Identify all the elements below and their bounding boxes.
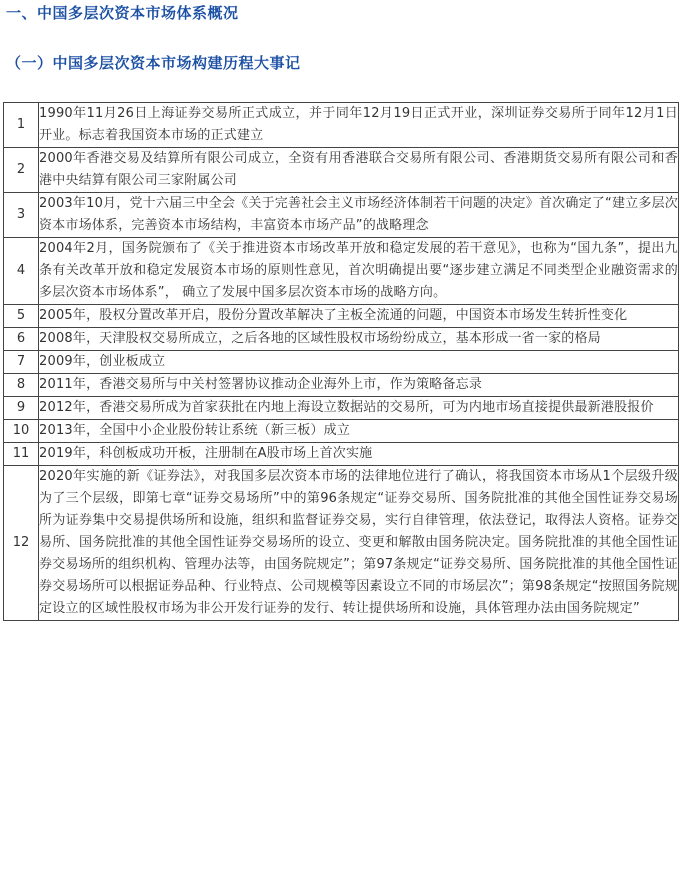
- row-number: 8: [4, 374, 39, 397]
- event-text: 2004年2月，国务院颁布了《关于推进资本市场改革开放和稳定发展的若干意见》，也称为“国九条”，提出九条有关改革开放和稳定发展资本市场的原则性意见，首次明确提出要“逐步建立满足不同类型企业融资需求的多层次资本市场体系”， 确立了发展中国多层次资本市场的战略方向。: [39, 238, 679, 305]
- table-row: [4, 420, 679, 443]
- row-number: 10: [4, 420, 39, 443]
- row-number: 6: [4, 328, 39, 351]
- table-row: [4, 397, 679, 420]
- row-number: 11: [4, 443, 39, 466]
- table-row: [4, 238, 679, 305]
- table-row: [4, 443, 679, 466]
- row-number: 7: [4, 351, 39, 374]
- event-text: 2019年，科创板成功开板，注册制在A股市场上首次实施: [39, 443, 679, 466]
- event-text: 2020年实施的新《证券法》，对我国多层次资本市场的法律地位进行了确认，将我国资本市场从1个层级升级为了三个层级，即第七章“证券交易场所”中的第96条规定“证券交易所、国务院批准的其他全国性证券交易场所为证券集中交易提供场所和设施，组织和监督证券交易，实行自律管理，依法登记，取得法人资格。证券交易所、国务院批准的其他全国性证券交易场所的设立、变更和解散由国务院决定。国务院批准的其他全国性证券交易场所的组织机构、管理办法等，由国务院规定”；第97条规定“证券交易所、国务院批准的其他全国性证券交易场所可以根据证券品种、行业特点、公司规模等因素设立不同的市场层次”；第98条规定“按照国务院规定设立的区域性股权市场为非公开发行证券的发行、转让提供场所和设施，具体管理办法由国务院规定”: [39, 466, 679, 621]
- table-row: [4, 103, 679, 148]
- row-number: 5: [4, 305, 39, 328]
- table-row: [4, 351, 679, 374]
- event-text: 2012年，香港交易所成为首家获批在内地上海设立数据站的交易所，可为内地市场直接提供最新港股报价: [39, 397, 679, 420]
- row-number: 12: [4, 466, 39, 621]
- table-row: [4, 374, 679, 397]
- event-text: 2011年，香港交易所与中关村签署协议推动企业海外上市，作为策略备忘录: [39, 374, 679, 397]
- events-table: [3, 102, 679, 621]
- row-number: 4: [4, 238, 39, 305]
- table-row: [4, 148, 679, 193]
- row-number: 9: [4, 397, 39, 420]
- event-text: 2003年10月，党十六届三中全会《关于完善社会主义市场经济体制若干问题的决定》首次确定了“建立多层次资本市场体系，完善资本市场结构，丰富资本市场产品”的战略理念: [39, 193, 679, 238]
- event-text: 2013年，全国中小企业股份转让系统（新三板）成立: [39, 420, 679, 443]
- table-row: [4, 193, 679, 238]
- table-row: [4, 305, 679, 328]
- row-number: 3: [4, 193, 39, 238]
- row-number: 1: [4, 103, 39, 148]
- event-text: 1990年11月26日上海证券交易所正式成立，并于同年12月19日正式开业，深圳证券交易所于同年12月1日开业。标志着我国资本市场的正式建立: [39, 103, 679, 148]
- event-text: 2000年香港交易及结算所有限公司成立，全资有用香港联合交易所有限公司、香港期货交易所有限公司和香港中央结算有限公司三家附属公司: [39, 148, 679, 193]
- row-number: 2: [4, 148, 39, 193]
- event-text: 2009年，创业板成立: [39, 351, 679, 374]
- subsection-heading: （一）中国多层次资本市场构建历程大事记: [6, 54, 301, 72]
- table-row: [4, 328, 679, 351]
- section-heading: 一、中国多层次资本市场体系概况: [6, 4, 239, 22]
- event-text: 2008年，天津股权交易所成立，之后各地的区域性股权市场纷纷成立，基本形成一省一家的格局: [39, 328, 679, 351]
- event-text: 2005年，股权分置改革开启，股份分置改革解决了主板全流通的问题，中国资本市场发生转折性变化: [39, 305, 679, 328]
- table-row: [4, 466, 679, 621]
